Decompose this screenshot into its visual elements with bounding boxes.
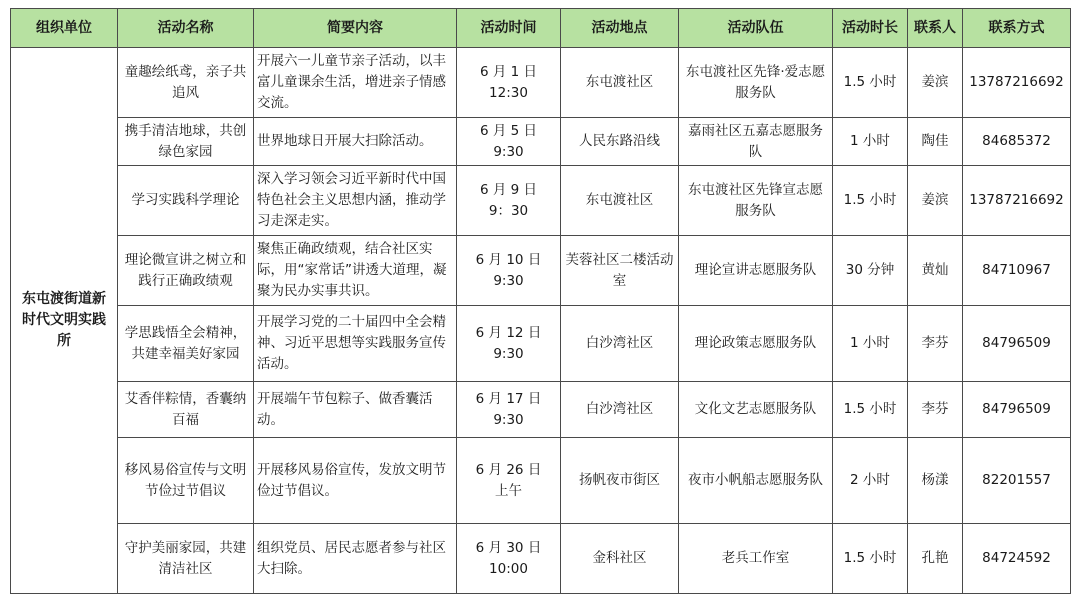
activity-content: 组织党员、居民志愿者参与社区大扫除。	[254, 524, 457, 594]
table-row	[11, 118, 1071, 166]
activity-contact: 陶佳	[908, 118, 963, 166]
activity-content: 开展六一儿童节亲子活动，以丰富儿童课余生活，增进亲子情感交流。	[254, 48, 457, 118]
activity-date: 6 月 12 日	[475, 324, 542, 341]
activity-clock: 上午	[495, 482, 522, 499]
activity-date: 6 月 17 日	[475, 390, 542, 407]
activity-name: 童趣绘纸鸢，亲子共追风	[118, 48, 254, 118]
activity-content: 开展移风易俗宣传，发放文明节俭过节倡议。	[254, 438, 457, 524]
activity-content: 世界地球日开展大扫除活动。	[254, 118, 457, 166]
activity-time	[457, 166, 561, 236]
header-time: 活动时间	[457, 9, 561, 48]
activity-place: 扬帆夜市街区	[561, 438, 679, 524]
org-cell: 东屯渡街道新时代文明实践所	[11, 48, 118, 594]
activity-time	[457, 48, 561, 118]
activity-place: 白沙湾社区	[561, 382, 679, 438]
activity-clock: 9:30	[493, 272, 524, 289]
activity-duration: 1.5 小时	[833, 48, 908, 118]
activity-date: 6 月 9 日	[479, 181, 538, 198]
activity-content: 开展端午节包粽子、做香囊活动。	[254, 382, 457, 438]
activity-duration: 1 小时	[833, 118, 908, 166]
activity-name: 移风易俗宣传与文明节俭过节倡议	[118, 438, 254, 524]
activity-date: 6 月 5 日	[479, 122, 538, 139]
header-place: 活动地点	[561, 9, 679, 48]
activity-contact: 李芬	[908, 306, 963, 382]
activity-date: 6 月 1 日	[479, 63, 538, 80]
activity-team: 夜市小帆船志愿服务队	[679, 438, 833, 524]
activity-duration: 1.5 小时	[833, 166, 908, 236]
activity-contact: 姜滨	[908, 166, 963, 236]
activity-contact: 孔艳	[908, 524, 963, 594]
header-org: 组织单位	[11, 9, 118, 48]
table-row	[11, 166, 1071, 236]
activity-content: 聚焦正确政绩观，结合社区实际，用“家常话”讲透大道理，凝聚为民办实事共识。	[254, 236, 457, 306]
activity-time	[457, 524, 561, 594]
activity-date: 6 月 30 日	[475, 539, 542, 556]
activity-contact: 姜滨	[908, 48, 963, 118]
activity-duration: 1.5 小时	[833, 382, 908, 438]
activity-duration: 30 分钟	[833, 236, 908, 306]
table-row	[11, 382, 1071, 438]
table-row	[11, 524, 1071, 594]
activity-phone: 84710967	[963, 236, 1071, 306]
activity-place: 白沙湾社区	[561, 306, 679, 382]
activity-name: 携手清洁地球，共创绿色家园	[118, 118, 254, 166]
header-team: 活动队伍	[679, 9, 833, 48]
activity-time	[457, 306, 561, 382]
activity-phone: 84796509	[963, 382, 1071, 438]
table-row	[11, 48, 1071, 118]
table-row	[11, 306, 1071, 382]
activity-phone: 84685372	[963, 118, 1071, 166]
activity-duration: 1 小时	[833, 306, 908, 382]
table-row	[11, 438, 1071, 524]
activity-name: 艾香伴粽情，香囊纳百福	[118, 382, 254, 438]
activity-name: 学习实践科学理论	[118, 166, 254, 236]
activity-phone: 84796509	[963, 306, 1071, 382]
activity-place: 芙蓉社区二楼活动室	[561, 236, 679, 306]
activity-duration: 2 小时	[833, 438, 908, 524]
activity-phone: 82201557	[963, 438, 1071, 524]
header-name: 活动名称	[118, 9, 254, 48]
activity-content: 深入学习领会习近平新时代中国特色社会主义思想内涵，推动学习走深走实。	[254, 166, 457, 236]
activity-clock: 9：30	[488, 202, 529, 219]
header-row	[11, 9, 1071, 48]
activity-place: 东屯渡社区	[561, 48, 679, 118]
activity-duration: 1.5 小时	[833, 524, 908, 594]
activity-place: 人民东路沿线	[561, 118, 679, 166]
activity-phone: 13787216692	[963, 48, 1071, 118]
activity-table	[10, 8, 1071, 594]
activity-time	[457, 236, 561, 306]
activity-contact: 李芬	[908, 382, 963, 438]
activity-time	[457, 382, 561, 438]
activity-date: 6 月 10 日	[475, 251, 542, 268]
activity-clock: 9:30	[493, 345, 524, 362]
activity-name: 守护美丽家园，共建清洁社区	[118, 524, 254, 594]
activity-date: 6 月 26 日	[475, 461, 542, 478]
activity-team: 东屯渡社区先锋宣志愿服务队	[679, 166, 833, 236]
activity-contact: 杨漾	[908, 438, 963, 524]
activity-team: 东屯渡社区先锋·爱志愿服务队	[679, 48, 833, 118]
header-contact: 联系人	[908, 9, 963, 48]
activity-team: 理论宣讲志愿服务队	[679, 236, 833, 306]
activity-team: 文化文艺志愿服务队	[679, 382, 833, 438]
activity-clock: 12:30	[489, 84, 528, 101]
header-content: 简要内容	[254, 9, 457, 48]
activity-time	[457, 438, 561, 524]
header-phone: 联系方式	[963, 9, 1071, 48]
activity-name: 理论微宣讲之树立和践行正确政绩观	[118, 236, 254, 306]
activity-team: 老兵工作室	[679, 524, 833, 594]
activity-clock: 9:30	[493, 411, 524, 428]
activity-team: 理论政策志愿服务队	[679, 306, 833, 382]
activity-contact: 黄灿	[908, 236, 963, 306]
table-row	[11, 236, 1071, 306]
activity-name: 学思践悟全会精神，共建幸福美好家园	[118, 306, 254, 382]
activity-team: 嘉雨社区五嘉志愿服务队	[679, 118, 833, 166]
activity-time	[457, 118, 561, 166]
activity-phone: 13787216692	[963, 166, 1071, 236]
activity-content: 开展学习党的二十届四中全会精神、习近平思想等实践服务宣传活动。	[254, 306, 457, 382]
activity-place: 东屯渡社区	[561, 166, 679, 236]
header-duration: 活动时长	[833, 9, 908, 48]
activity-phone: 84724592	[963, 524, 1071, 594]
activity-clock: 9:30	[493, 143, 524, 160]
activity-place: 金科社区	[561, 524, 679, 594]
activity-clock: 10:00	[489, 560, 528, 577]
